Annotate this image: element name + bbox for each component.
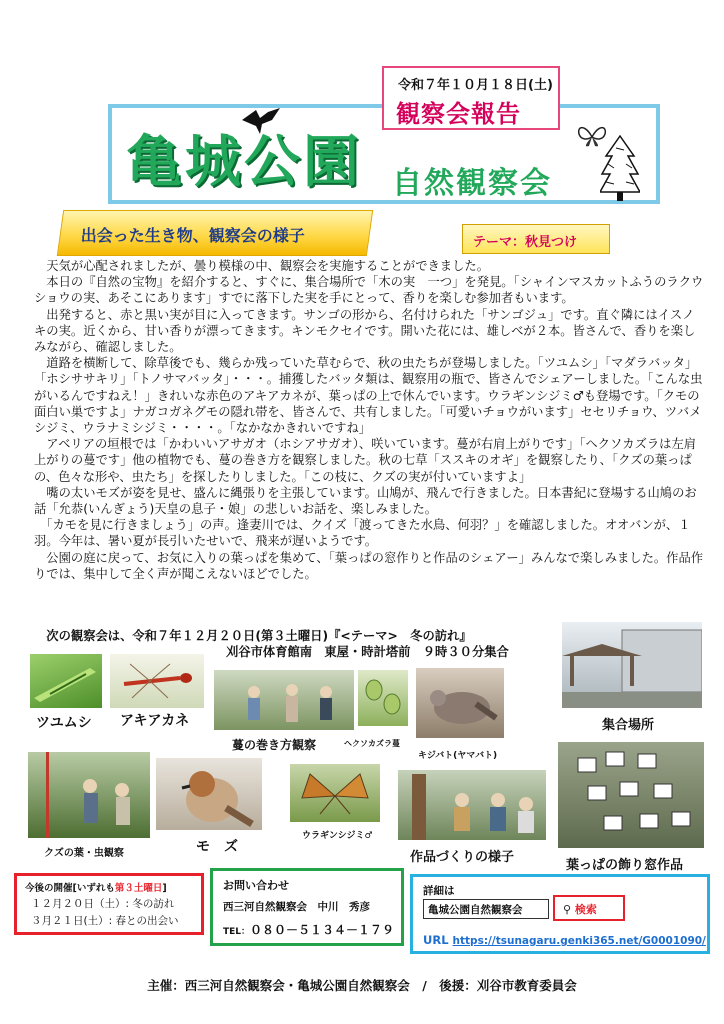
bird-silhouette-icon [240, 106, 282, 136]
future-line-1: １２月２０日（土）: 冬の訪れ [31, 898, 175, 910]
url-link[interactable]: https://tsunagaru.genki365.net/G0001090/ [452, 935, 706, 947]
meeting-place: 刈谷市体育館南 東屋・時計塔前 ９時３０分集合 [226, 645, 509, 659]
future-line-2: ３月２１日(土）: 春との出会い [31, 915, 179, 927]
contact-heading: お問い合わせ [223, 879, 289, 892]
caption-happa-window: 葉っぱの飾り窓作品 [566, 858, 684, 873]
search-button-label: 検索 [574, 903, 597, 916]
tel-label: TEL： [223, 927, 251, 937]
next-event: 次の観察会は、令和７年１２月２０日(第３土曜日)『<テーマ> 冬の訪れ』 [34, 629, 472, 643]
report-header-box [382, 66, 560, 130]
paragraph: アベリアの垣根では「かわいいアサガオ（ホシアサガオ）、咲いています。蔓が右肩上がりです」「ヘクソカズラは左肩上がりの蔓です」他の植物でも、蔓の巻き方を観察しました。秋の七草「ススキのオギ」を観察したり、「クズの葉っぱの、色々な形や、虫たち」を探したりしました。「この枝に、クズの実が付いていますよ」 [34, 437, 697, 484]
caption-tsuru: 蔓の巻き方観察 [232, 738, 317, 752]
photo-happa-window [558, 742, 704, 848]
title-main: 亀城公園 [126, 129, 362, 195]
search-box[interactable]: 亀城公園自然観察会 [423, 899, 549, 919]
details-heading: 詳細は [423, 885, 455, 897]
contact-org: 西三河自然観察会 中川 秀彦 [223, 901, 370, 913]
url-line [423, 933, 706, 947]
paragraph: 「カモを見に行きましょう」の声。逢妻川では、クイズ「渡ってきた水鳥、何羽？」を確認しました。オオバンが、１羽。今年は、暑い夏が長引いたせいで、飛来が遅いようです。 [34, 518, 691, 549]
details-box [410, 874, 710, 954]
caption-mozu: モ ズ [196, 839, 238, 855]
photo-kijibato [416, 668, 504, 738]
caption-sakuhin-making: 作品づくりの様子 [410, 850, 515, 865]
report-title: 観察会報告 [396, 100, 521, 128]
caption-uraginshijimi: ウラギンシジミ♂ [302, 831, 373, 841]
caption-tsuyumushi: ツユムシ [36, 715, 92, 731]
photo-hekusokazura [358, 670, 408, 726]
caption-kuzu: クズの葉・虫観察 [44, 848, 124, 859]
report-body [34, 258, 706, 582]
photo-akiakane [110, 654, 204, 708]
theme-text: テーマ：秋見つけ [473, 235, 578, 250]
caption-hekusokazura: ヘクソカズラ蔓 [344, 739, 400, 748]
photo-mozu [156, 758, 262, 830]
paragraph: 天気が心配されましたが、曇り模様の中、観察会を実施することができました。 [34, 259, 489, 273]
sponsor-footer: 主催：西三河自然観察会・亀城公園自然観察会 / 後援：刈谷市教育委員会 [147, 978, 577, 993]
title-sub: 自然観察会 [392, 166, 552, 201]
photo-tsuyumushi [30, 654, 102, 708]
section-label-text: 出会った生き物、観察会の様子 [80, 226, 305, 245]
event-date: 令和７年１０月１８日(土) [398, 78, 553, 93]
paragraph: 本日の『自然の宝物』を紹介すると、すぐに、集合場所で「木の実 一つ」を発見。「シャインマスカットふうのラクウショウの実、あそこにあります」すでに落下した実を手にとって、香りを楽しむ参加者もいます。 [34, 275, 704, 306]
future-events-box [14, 873, 204, 935]
caption-shugo: 集合場所 [602, 718, 655, 733]
photo-tsuru-observation [214, 670, 354, 730]
tel-number: ０８０－５１３４－１７９ [250, 923, 395, 937]
caption-kijibato: キジバト(ヤマバト) [418, 751, 498, 761]
paragraph: 公園の庭に戻って、お気に入りの葉っぱを集めて、「葉っぱの窓作りと作品のシェアー」みんなで楽しみました。作品作りでは、集中して全く声が聞こえないほどでした。 [34, 550, 704, 581]
section-label [57, 210, 373, 256]
theme-label [462, 224, 610, 254]
search-icon: ⚲ [563, 903, 572, 916]
photo-shugo-basho [562, 622, 702, 708]
paragraph: 道路を横断して、除草後でも、幾らか残っていた草むらで、秋の虫たちが登場しました。「ツユムシ」「マダラバッタ」「ホシササキリ」「トノサマバッタ」・・・。捕獲したバッタ類は、観察用の瓶で、皆さんでシェアーしました。「こんな虫がいるんですねえ！」きれいな赤色のアキアカネが、葉っぱの上で休んでいます。ウラギンシジミ♂も登場です。「クモの面白い巣ですよ」ナガコガネグモの隠れ帯を、皆さんで、共有しました。「可愛いチョウがいます」セセリチョウ、ツバメシジミ、ウラナミシジミ・・・・。「なかなかきれいですね」 [34, 356, 703, 436]
future-heading-prefix: 今後の開催[いずれも [25, 883, 115, 894]
paragraph: 嘴の太いモズが姿を見せ、盛んに縄張りを主張しています。山鳩が、飛んで行きました。日本書紀に登場する山鳩のお話「允恭(いんぎょう)天皇の息子・娘」の悲しいお話を、楽しみました。 [34, 485, 697, 517]
tree-icon [600, 134, 640, 202]
photo-sakuhin-making [398, 770, 546, 840]
paragraph: 出発すると、赤と黒い実が目に入ってきます。サンゴの形から、名付けられた「サンゴジュ」です。直ぐ隣にはイスノキの実。近くから、甘い香りが漂ってきます。キンモクセイです。開いた花には、雄しべが２本。皆さんで、香りを楽しみながら、確認しました。 [34, 307, 696, 355]
photo-uraginshijimi [290, 764, 380, 822]
contact-box [210, 868, 404, 946]
contact-tel-line [223, 921, 394, 938]
url-label: URL [423, 933, 449, 947]
photo-kuzu [28, 752, 150, 838]
future-heading-suffix: ] [162, 883, 167, 894]
search-button[interactable] [553, 895, 625, 921]
future-heading [25, 880, 167, 894]
caption-akiakane: アキアカネ [120, 713, 190, 729]
future-heading-accent: 第３土曜日 [114, 883, 163, 894]
